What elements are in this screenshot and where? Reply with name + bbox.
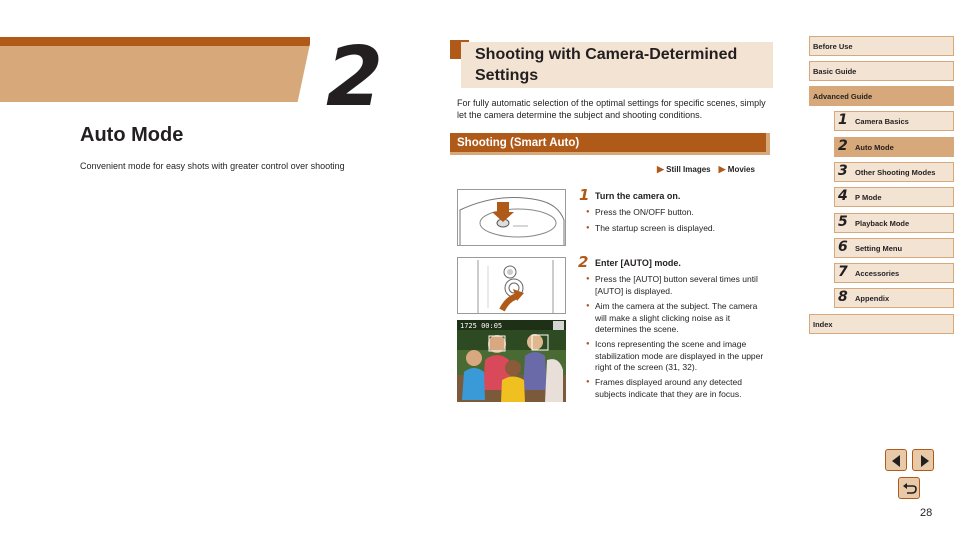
section-title: Shooting with Camera-Determined Settings [475,46,738,84]
nav-chapter-number: 3 [838,163,848,179]
still-images-indicator: ▶ Still Images [657,164,711,174]
lcd-preview-photo [457,320,566,402]
nav-setting-menu[interactable]: 6 Setting Menu [834,238,954,258]
nav-chapter-number: 1 [838,112,848,128]
nav-accessories[interactable]: 7 Accessories [834,263,954,283]
nav-chapter-number: 2 [838,138,848,154]
nav-index[interactable]: Index [809,314,954,334]
nav-chapter-number: 6 [838,239,848,255]
return-icon [899,478,921,500]
next-page-button[interactable] [912,449,934,471]
mode-indicators [657,164,755,175]
camera-auto-button-illustration [457,257,566,314]
triangle-icon: ▶ [718,164,726,174]
nav-chapter-number: 8 [838,289,848,305]
nav-playback-mode[interactable]: 5 Playback Mode [834,213,954,233]
step-bullet: ● Press the [AUTO] button several times until [AUTO] is displayed. [586,274,766,297]
chapter-banner [0,46,310,102]
step-bullet: ● Aim the camera at the subject. The camera will make a slight clicking noise as it determines the scene. [586,301,766,336]
step-bullet: ● Frames displayed around any detected subjects indicate that they are in focus. [586,377,766,400]
subsection-title: Shooting (Smart Auto) [457,137,580,149]
step-title: Turn the camera on. [595,191,681,201]
step-number: 2 [578,253,589,271]
nav-chapter-number: 5 [838,214,848,230]
chapter-description: Convenient mode for easy shots with greater control over shooting [80,161,345,171]
step-bullet: ● The startup screen is displayed. [586,223,766,235]
step-title: Enter [AUTO] mode. [595,258,681,268]
nav-p-mode[interactable]: 4 P Mode [834,187,954,207]
return-button[interactable] [898,477,920,499]
arrow-right-icon [913,450,935,472]
camera-power-illustration [457,189,566,246]
nav-appendix[interactable]: 8 Appendix [834,288,954,308]
nav-basic-guide[interactable]: Basic Guide [809,61,954,81]
nav-chapter-number: 4 [838,188,848,204]
triangle-icon: ▶ [657,164,664,174]
nav-advanced-guide[interactable]: Advanced Guide [809,86,954,106]
chapter-number: 2 [326,30,380,125]
chapter-banner-stripe [0,37,310,46]
nav-auto-mode[interactable]: 2 Auto Mode [834,137,954,157]
movies-indicator: ▶ Movies [718,164,755,174]
arrow-left-icon [886,450,908,472]
step-bullet: ● Press the ON/OFF button. [586,207,766,219]
section-intro: For fully automatic selection of the optimal settings for specific scenes, simply let the camera determine the subject and shooting conditions. [457,98,766,120]
page-number: 28 [920,507,933,519]
prev-page-button[interactable] [885,449,907,471]
nav-other-shooting-modes[interactable]: 3 Other Shooting Modes [834,162,954,182]
chapter-title: Auto Mode [80,124,184,146]
nav-chapter-number: 7 [838,264,848,280]
nav-before-use[interactable]: Before Use [809,36,954,56]
step-number: 1 [579,186,590,204]
nav-camera-basics[interactable]: 1 Camera Basics [834,111,954,131]
lcd-readout: 1725 00:05 [460,322,503,330]
step-bullet: ● Icons representing the scene and image stabilization mode are displayed in the upper right of the screen (31, 32). [586,339,766,374]
